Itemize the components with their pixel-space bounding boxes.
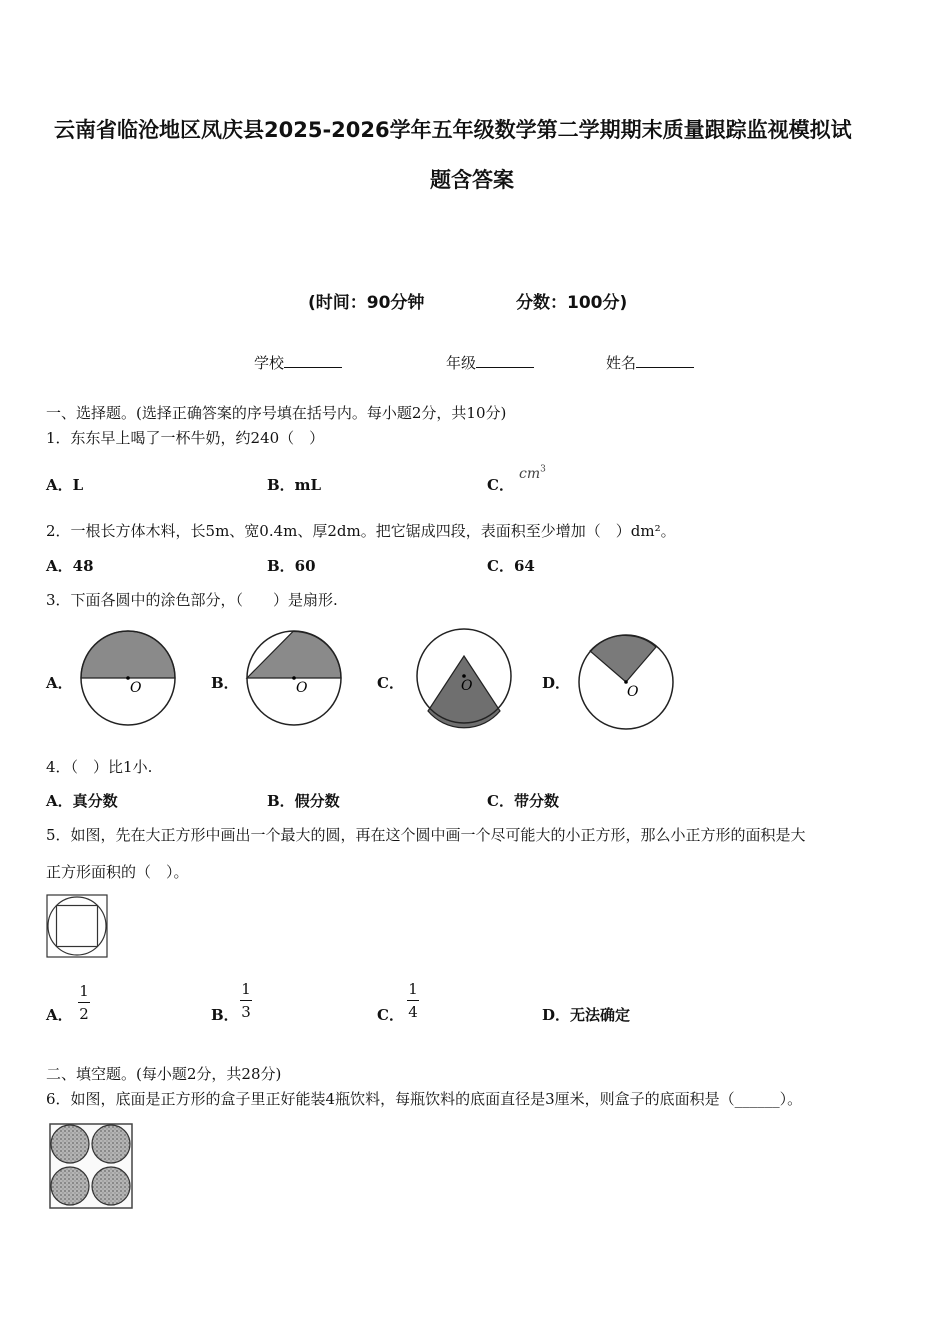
q5-fa-den: 2 <box>79 1005 89 1023</box>
q3-option-d: D． <box>542 674 571 692</box>
q3-d-center-label: O <box>627 684 639 700</box>
q2-option-b: B．60 <box>267 557 316 575</box>
q1-option-a: A．L <box>46 476 84 494</box>
q6-box-bottles-figure <box>48 1122 134 1210</box>
q2-text: 2．一根长方体木料，长5m、宽0.4m、厚2dm。把它锯成四段，表面积至少增加（ ）dm²。 <box>46 522 676 540</box>
q2-option-c: C．64 <box>487 557 535 575</box>
q5-option-b: B． <box>211 1006 239 1024</box>
q5-fa-num: 1 <box>79 982 89 1000</box>
q4-option-c: C．带分数 <box>487 792 559 810</box>
q5-fraction-a <box>78 982 90 1023</box>
q5-option-a: A． <box>46 1006 73 1024</box>
q2-option-a: A．48 <box>46 557 94 575</box>
exam-score: 分数：100分) <box>516 293 628 313</box>
page-title-line2: 题含答案 <box>430 168 514 192</box>
q3-circle-b-figure <box>244 630 344 730</box>
q3-circle-d-figure <box>578 634 678 734</box>
page-title-line1: 云南省临沧地区凤庆县2025-2026学年五年级数学第二学期期末质量跟踪监视模拟试 <box>54 118 852 142</box>
q5-fraction-b <box>240 980 252 1021</box>
q3-option-c: C． <box>377 674 404 692</box>
q1-unit-cm3 <box>519 463 546 482</box>
q4-text: 4．（ ）比1小. <box>46 758 153 776</box>
q3-circle-c-figure <box>414 628 514 728</box>
q5-text-line1: 5．如图，先在大正方形中画出一个最大的圆，再在这个圆中画一个尽可能大的小正方形，那么小正方形的面积是大 <box>46 826 806 844</box>
q5-option-d: D．无法确定 <box>542 1006 631 1024</box>
school-label: 学校 <box>254 354 285 372</box>
q3-option-a: A． <box>46 674 73 692</box>
q4-option-b: B．假分数 <box>267 792 340 810</box>
q3-circle-a-figure <box>78 630 178 730</box>
section2-heading: 二、填空题。(每小题2分，共28分) <box>46 1065 282 1083</box>
q4-option-a: A．真分数 <box>46 792 118 810</box>
grade-label: 年级 <box>446 354 477 372</box>
exam-time: (时间：90分钟 <box>308 293 425 313</box>
q1-option-b: B．mL <box>267 476 322 494</box>
q5-fb-num: 1 <box>241 980 251 998</box>
name-label: 姓名 <box>606 354 637 372</box>
school-field[interactable] <box>254 352 342 373</box>
q5-square-circle-figure <box>46 894 108 958</box>
q5-fraction-c <box>407 980 419 1021</box>
q1-unit-exponent: 3 <box>540 464 546 475</box>
grade-field[interactable] <box>446 352 534 373</box>
q5-fc-den: 4 <box>408 1003 418 1021</box>
q5-option-c: C． <box>377 1006 404 1024</box>
q3-b-center-label: O <box>296 680 308 696</box>
q3-option-b: B． <box>211 674 239 692</box>
q3-text: 3．下面各圆中的涂色部分，（ ）是扇形. <box>46 591 338 609</box>
q3-c-center-label: O <box>461 678 473 694</box>
section1-heading: 一、选择题。(选择正确答案的序号填在括号内。每小题2分，共10分) <box>46 404 507 422</box>
q5-fc-num: 1 <box>408 980 418 998</box>
q6-text: 6．如图，底面是正方形的盒子里正好能装4瓶饮料，每瓶饮料的底面直径是3厘米，则盒子的底面积是（______）。 <box>46 1090 803 1108</box>
q5-text-line2: 正方形面积的（ ）。 <box>46 863 189 881</box>
q1-unit-base: cm <box>519 466 541 482</box>
q1-option-c: C． <box>487 476 514 494</box>
q5-fb-den: 3 <box>241 1003 251 1021</box>
name-field[interactable] <box>606 352 694 373</box>
q1-text: 1．东东早上喝了一杯牛奶，约240（ ） <box>46 429 325 447</box>
q3-a-center-label: O <box>130 680 142 696</box>
